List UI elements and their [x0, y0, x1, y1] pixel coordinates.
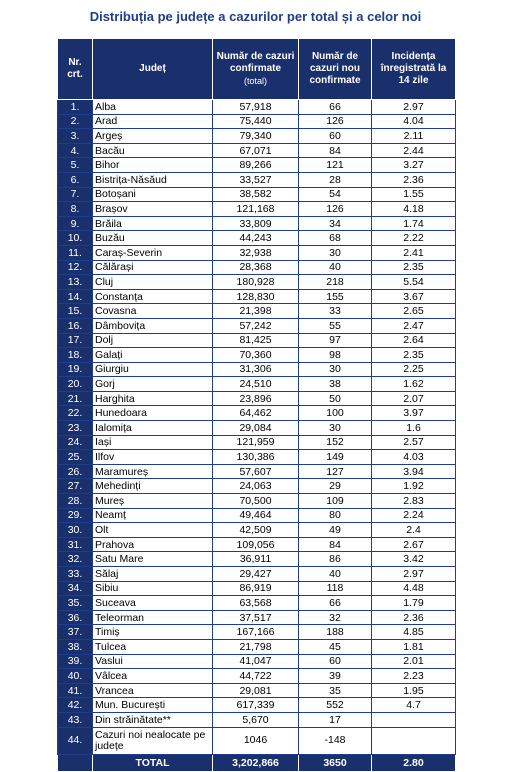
county-name: Din străinătate** [93, 712, 213, 727]
table-row [58, 377, 456, 392]
county-name: Iași [93, 435, 213, 450]
row-number: 40. [58, 669, 93, 684]
new-cases: 218 [299, 275, 372, 290]
new-cases: 39 [299, 669, 372, 684]
total-cases: 31,306 [213, 362, 299, 377]
incidence: 2.35 [372, 260, 456, 275]
row-number: 5. [58, 158, 93, 173]
new-cases: 188 [299, 625, 372, 640]
new-cases: 66 [299, 596, 372, 611]
row-number: 4. [58, 143, 93, 158]
total-cases: 42,509 [213, 523, 299, 538]
total-cases: 70,500 [213, 494, 299, 509]
county-name: Gorj [93, 377, 213, 392]
total-cases: 37,517 [213, 610, 299, 625]
incidence: 2.01 [372, 654, 456, 669]
incidence: 2.83 [372, 494, 456, 509]
new-cases: 126 [299, 202, 372, 217]
table-row [58, 421, 456, 436]
table-row [58, 275, 456, 290]
incidence: 3.27 [372, 158, 456, 173]
row-number: 2. [58, 114, 93, 129]
row-number: 10. [58, 231, 93, 246]
table-row [58, 216, 456, 231]
incidence: 2.22 [372, 231, 456, 246]
total-incidence: 2.80 [372, 754, 456, 771]
county-name: Dolj [93, 333, 213, 348]
incidence: 5.54 [372, 275, 456, 290]
new-cases: 32 [299, 610, 372, 625]
total-cases: 57,918 [213, 100, 299, 115]
total-cases: 86,919 [213, 581, 299, 596]
table-row [58, 348, 456, 363]
county-name: Giurgiu [93, 362, 213, 377]
total-cases: 28,368 [213, 260, 299, 275]
total-row [58, 754, 456, 771]
header-noi: Număr de cazuri nou confirmate [299, 39, 372, 100]
county-name: Brăila [93, 216, 213, 231]
total-new: 3650 [299, 754, 372, 771]
table-row [58, 712, 456, 727]
table-row [58, 304, 456, 319]
new-cases: 30 [299, 362, 372, 377]
new-cases: 35 [299, 683, 372, 698]
total-cases: 57,607 [213, 464, 299, 479]
row-number: 33. [58, 567, 93, 582]
incidence: 2.23 [372, 669, 456, 684]
county-name: Covasna [93, 304, 213, 319]
county-name: Vrancea [93, 683, 213, 698]
table-row [58, 158, 456, 173]
county-name: Vâlcea [93, 669, 213, 684]
table-row [58, 625, 456, 640]
new-cases: 55 [299, 318, 372, 333]
county-name: Mun. București [93, 698, 213, 713]
header-total-label: Număr de cazuri confirmate [216, 50, 295, 74]
county-name: Hunedoara [93, 406, 213, 421]
incidence: 2.47 [372, 318, 456, 333]
total-cases: 79,340 [213, 129, 299, 144]
row-number: 6. [58, 172, 93, 187]
table-row [58, 289, 456, 304]
new-cases: 84 [299, 537, 372, 552]
county-name: Tulcea [93, 639, 213, 654]
county-name: Cazuri noi nealocate pe județe [93, 727, 213, 754]
new-cases: 121 [299, 158, 372, 173]
incidence: 2.35 [372, 348, 456, 363]
header-total [213, 39, 299, 100]
row-number: 25. [58, 450, 93, 465]
new-cases: 34 [299, 216, 372, 231]
new-cases: 17 [299, 712, 372, 727]
incidence: 3.67 [372, 289, 456, 304]
county-name: Argeș [93, 129, 213, 144]
table-row [58, 114, 456, 129]
total-cases: 167,166 [213, 625, 299, 640]
new-cases: 86 [299, 552, 372, 567]
table-row [58, 406, 456, 421]
new-cases: 50 [299, 391, 372, 406]
row-number: 43. [58, 712, 93, 727]
total-cases: 617,339 [213, 698, 299, 713]
incidence: 1.95 [372, 683, 456, 698]
new-cases: 60 [299, 129, 372, 144]
row-number: 29. [58, 508, 93, 523]
incidence: 2.07 [372, 391, 456, 406]
total-cases: 70,360 [213, 348, 299, 363]
new-cases: 30 [299, 421, 372, 436]
total-cases: 44,722 [213, 669, 299, 684]
row-number: 15. [58, 304, 93, 319]
table-row [58, 172, 456, 187]
incidence: 1.92 [372, 479, 456, 494]
incidence: 2.36 [372, 172, 456, 187]
county-name: Vaslui [93, 654, 213, 669]
incidence: 3.42 [372, 552, 456, 567]
new-cases: 66 [299, 100, 372, 115]
total-cases: 33,527 [213, 172, 299, 187]
new-cases: 126 [299, 114, 372, 129]
total-cases: 75,440 [213, 114, 299, 129]
row-number: 8. [58, 202, 93, 217]
table-row [58, 245, 456, 260]
county-name: Botoșani [93, 187, 213, 202]
new-cases: 45 [299, 639, 372, 654]
incidence: 2.57 [372, 435, 456, 450]
table-row [58, 318, 456, 333]
incidence: 1.55 [372, 187, 456, 202]
row-number: 34. [58, 581, 93, 596]
county-name: Galați [93, 348, 213, 363]
incidence: 1.62 [372, 377, 456, 392]
new-cases: 38 [299, 377, 372, 392]
county-name: Satu Mare [93, 552, 213, 567]
row-number: 28. [58, 494, 93, 509]
table-row [58, 100, 456, 115]
row-number: 24. [58, 435, 93, 450]
row-number: 44. [58, 727, 93, 754]
row-number: 42. [58, 698, 93, 713]
table-row [58, 523, 456, 538]
new-cases: 60 [299, 654, 372, 669]
incidence: 4.48 [372, 581, 456, 596]
total-cases: 89,266 [213, 158, 299, 173]
total-cases: 81,425 [213, 333, 299, 348]
total-cases: 128,830 [213, 289, 299, 304]
county-name: Călărași [93, 260, 213, 275]
county-name: Sălaj [93, 567, 213, 582]
row-number: 20. [58, 377, 93, 392]
county-name: Bacău [93, 143, 213, 158]
new-cases: 552 [299, 698, 372, 713]
incidence: 2.97 [372, 100, 456, 115]
incidence: 2.64 [372, 333, 456, 348]
new-cases: 127 [299, 464, 372, 479]
county-name: Harghita [93, 391, 213, 406]
row-number: 16. [58, 318, 93, 333]
total-cases: 29,081 [213, 683, 299, 698]
incidence: 2.44 [372, 143, 456, 158]
total-cases: 63,568 [213, 596, 299, 611]
table-row [58, 260, 456, 275]
new-cases: 100 [299, 406, 372, 421]
row-number: 9. [58, 216, 93, 231]
new-cases: 28 [299, 172, 372, 187]
total-cases: 180,928 [213, 275, 299, 290]
table-row [58, 537, 456, 552]
total-cases: 1046 [213, 727, 299, 754]
incidence: 4.04 [372, 114, 456, 129]
incidence: 2.4 [372, 523, 456, 538]
county-name: Buzău [93, 231, 213, 246]
table-row [58, 479, 456, 494]
incidence: 3.97 [372, 406, 456, 421]
header-incidenta: Incidența înregistrată la 14 zile [372, 39, 456, 100]
cases-table [57, 38, 456, 772]
page-title: Distribuția pe județe a cazurilor per total și a celor noi [89, 9, 422, 24]
county-name: Ialomița [93, 421, 213, 436]
total-cases: 38,582 [213, 187, 299, 202]
row-number: 7. [58, 187, 93, 202]
table-row [58, 552, 456, 567]
header-nr: Nr. crt. [58, 39, 93, 100]
incidence: 3.94 [372, 464, 456, 479]
row-number: 27. [58, 479, 93, 494]
county-name: Mehedinți [93, 479, 213, 494]
incidence: 1.6 [372, 421, 456, 436]
total-cases: 67,071 [213, 143, 299, 158]
county-name: Sibiu [93, 581, 213, 596]
table-row [58, 639, 456, 654]
county-name: Prahova [93, 537, 213, 552]
new-cases: 30 [299, 245, 372, 260]
total-cases: 29,084 [213, 421, 299, 436]
total-label: TOTAL [93, 754, 213, 771]
county-name: Dâmbovița [93, 318, 213, 333]
incidence: 1.81 [372, 639, 456, 654]
total-cases: 23,896 [213, 391, 299, 406]
row-number: 39. [58, 654, 93, 669]
new-cases: 152 [299, 435, 372, 450]
total-cases: 121,959 [213, 435, 299, 450]
table-row [58, 435, 456, 450]
table-row [58, 494, 456, 509]
county-name: Bistrița-Năsăud [93, 172, 213, 187]
incidence: 4.18 [372, 202, 456, 217]
incidence: 2.36 [372, 610, 456, 625]
table-row [58, 450, 456, 465]
row-number: 36. [58, 610, 93, 625]
incidence: 2.65 [372, 304, 456, 319]
table-row [58, 129, 456, 144]
incidence: 4.85 [372, 625, 456, 640]
county-name: Teleorman [93, 610, 213, 625]
table-row [58, 143, 456, 158]
incidence: 4.7 [372, 698, 456, 713]
row-number: 35. [58, 596, 93, 611]
total-cases: 24,063 [213, 479, 299, 494]
county-name: Bihor [93, 158, 213, 173]
new-cases: 97 [299, 333, 372, 348]
row-number: 23. [58, 421, 93, 436]
row-number: 11. [58, 245, 93, 260]
table-row [58, 202, 456, 217]
new-cases: 49 [299, 523, 372, 538]
row-number: 31. [58, 537, 93, 552]
incidence: 2.41 [372, 245, 456, 260]
incidence: 2.97 [372, 567, 456, 582]
row-number: 18. [58, 348, 93, 363]
table-row [58, 654, 456, 669]
table-row [58, 187, 456, 202]
new-cases: 118 [299, 581, 372, 596]
total-cases: 24,510 [213, 377, 299, 392]
new-cases: 149 [299, 450, 372, 465]
row-number: 14. [58, 289, 93, 304]
table-row [58, 464, 456, 479]
row-number: 21. [58, 391, 93, 406]
total-cases: 33,809 [213, 216, 299, 231]
total-spacer [58, 754, 93, 771]
header-judet: Județ [93, 39, 213, 100]
table-row [58, 508, 456, 523]
table-body [58, 100, 456, 772]
incidence [372, 712, 456, 727]
table-row [58, 669, 456, 684]
row-number: 3. [58, 129, 93, 144]
total-cases: 49,464 [213, 508, 299, 523]
total-cases: 36,911 [213, 552, 299, 567]
total-cases: 32,938 [213, 245, 299, 260]
table-row [58, 698, 456, 713]
county-name: Neamț [93, 508, 213, 523]
county-name: Ilfov [93, 450, 213, 465]
county-name: Mureș [93, 494, 213, 509]
new-cases: 98 [299, 348, 372, 363]
row-number: 12. [58, 260, 93, 275]
table-row [58, 683, 456, 698]
row-number: 30. [58, 523, 93, 538]
table-row [58, 362, 456, 377]
row-number: 37. [58, 625, 93, 640]
new-cases: 29 [299, 479, 372, 494]
new-cases: 155 [299, 289, 372, 304]
row-number: 17. [58, 333, 93, 348]
total-cases: 121,168 [213, 202, 299, 217]
table-row [58, 596, 456, 611]
total-cases: 21,398 [213, 304, 299, 319]
new-cases: 80 [299, 508, 372, 523]
new-cases: 40 [299, 567, 372, 582]
table-row [58, 581, 456, 596]
header-total-sub: (total) [243, 75, 267, 86]
total-cases: 109,056 [213, 537, 299, 552]
county-name: Arad [93, 114, 213, 129]
county-name: Olt [93, 523, 213, 538]
table-row [58, 231, 456, 246]
total-cases: 130,386 [213, 450, 299, 465]
county-name: Constanța [93, 289, 213, 304]
total-cases: 21,798 [213, 639, 299, 654]
row-number: 19. [58, 362, 93, 377]
total-sum: 3,202,866 [213, 754, 299, 771]
incidence: 2.25 [372, 362, 456, 377]
total-cases: 44,243 [213, 231, 299, 246]
new-cases: 54 [299, 187, 372, 202]
county-name: Timiș [93, 625, 213, 640]
row-number: 41. [58, 683, 93, 698]
row-number: 26. [58, 464, 93, 479]
row-number: 38. [58, 639, 93, 654]
county-name: Maramureș [93, 464, 213, 479]
county-name: Alba [93, 100, 213, 115]
table-row [58, 567, 456, 582]
table-row [58, 333, 456, 348]
table-row [58, 391, 456, 406]
incidence: 2.67 [372, 537, 456, 552]
incidence: 1.74 [372, 216, 456, 231]
county-name: Caraș-Severin [93, 245, 213, 260]
county-name: Brașov [93, 202, 213, 217]
table-row [58, 610, 456, 625]
new-cases: 68 [299, 231, 372, 246]
row-number: 32. [58, 552, 93, 567]
county-name: Cluj [93, 275, 213, 290]
row-number: 13. [58, 275, 93, 290]
incidence: 1.79 [372, 596, 456, 611]
new-cases: 84 [299, 143, 372, 158]
total-cases: 64,462 [213, 406, 299, 421]
new-cases: 109 [299, 494, 372, 509]
new-cases: 40 [299, 260, 372, 275]
total-cases: 5,670 [213, 712, 299, 727]
total-cases: 29,427 [213, 567, 299, 582]
new-cases: 33 [299, 304, 372, 319]
incidence: 2.11 [372, 129, 456, 144]
total-cases: 57,242 [213, 318, 299, 333]
incidence: 2.24 [372, 508, 456, 523]
header-row [58, 39, 456, 100]
total-cases: 41,047 [213, 654, 299, 669]
row-number: 22. [58, 406, 93, 421]
new-cases: -148 [299, 727, 372, 754]
county-name: Suceava [93, 596, 213, 611]
row-number: 1. [58, 100, 93, 115]
incidence: 4.03 [372, 450, 456, 465]
